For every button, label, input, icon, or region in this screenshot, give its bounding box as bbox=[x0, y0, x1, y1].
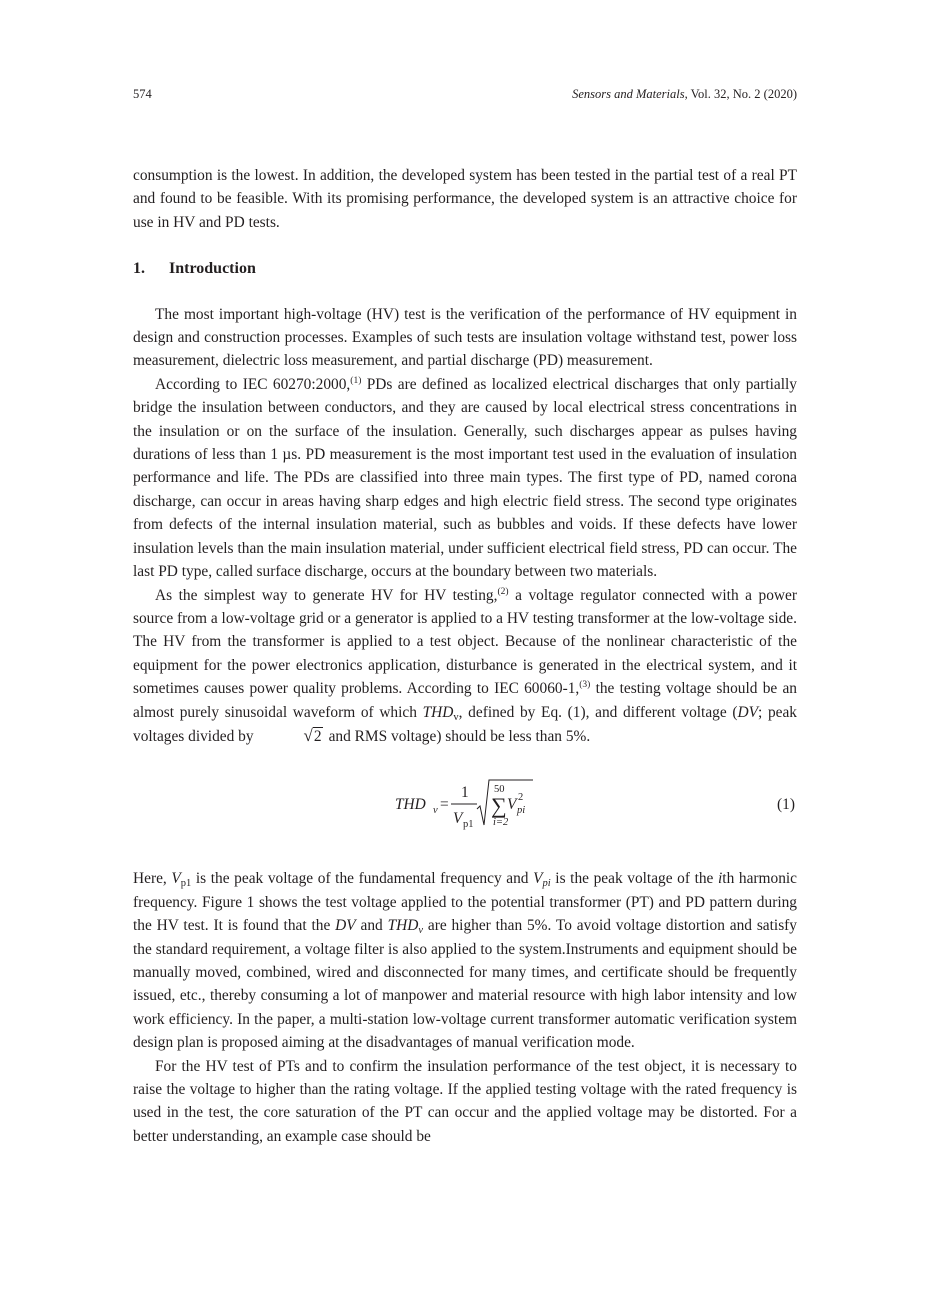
p4-text-f: are higher than 5%. To avoid voltage distortion and satisfy the standard requirement, a voltage filter is also applied to the system.Instruments and equipment should be manually moved, combined, wired and disconnected for many times, and certificate should be frequently issued, etc., thereby consuming a lot of manpower and material resource with high labor intensity and low work efficiency. In the paper, a multi-station low-voltage current transformer automatic verification system design plan is proposed aiming at the disadvantages of manual verification mode. bbox=[133, 917, 797, 1052]
paragraph-2 bbox=[133, 373, 797, 584]
p4-text-c: is the peak voltage of the bbox=[550, 870, 719, 888]
thd-symbol-2: THD bbox=[387, 917, 419, 935]
p4-text-a: Here, bbox=[133, 870, 172, 888]
abstract-carryover: consumption is the lowest. In addition, the developed system has been tested in the partial test of a real PT and found to be feasible. With its promising performance, the developed system is an attractive choice for use in HV and PD tests. bbox=[133, 167, 797, 231]
formula-denominator: V bbox=[453, 810, 463, 828]
ith-symbol: i bbox=[718, 870, 723, 888]
formula-denominator-subscript: p1 bbox=[463, 819, 474, 831]
formula-lhs-subscript: v bbox=[433, 805, 438, 817]
equation-number: (1) bbox=[777, 796, 795, 814]
citation-2: (2) bbox=[497, 586, 509, 597]
journal-volume: , Vol. 32, No. 2 (2020) bbox=[684, 87, 797, 101]
p4-text-e: and bbox=[355, 917, 388, 935]
running-header bbox=[133, 87, 797, 105]
p3-text-c: the testing voltage should be an almost purely sinusoidal waveform of which bbox=[133, 680, 797, 721]
citation-1: (1) bbox=[350, 375, 362, 386]
p2-text-b: PDs are defined as localized electrical discharges that only partially bridge the insulation between conductors, and they are caused by local electrical stress concentrations in the insulation or on the surface of the insulation. Generally, such discharges appear as pulses having durations of less than 1 µs. PD measurement is the most important test used in the evaluation of insulation performance and life. The PDs are classified into three main types. The first type of PD, named corona discharge, can occur in areas having sharp edges and high electric field stress. The second type originates from defects of the internal insulation material, such as bubbles and voids. If these defects have lower insulation levels than the main insulation material, under sufficient electrical field stress, PD can occur. The last PD type, called surface discharge, occurs at the boundary between two materials. bbox=[133, 375, 797, 581]
thd-formula bbox=[393, 771, 543, 843]
p3-text-f: and RMS voltage) should be less than 5%. bbox=[328, 727, 591, 745]
equation-1 bbox=[133, 771, 797, 843]
thd-subscript-2: v bbox=[418, 925, 424, 937]
sqrt-two bbox=[282, 724, 323, 748]
formula-lhs: THD bbox=[395, 796, 426, 814]
p3-text-b: a voltage regulator connected with a power source from a low-voltage grid or a generator is applied to a HV testing transformer at the low-voltage side. The HV from the transformer is applied to a test object. Because of the nonlinear characteristic of the equipment for the power electronics application, disturbance is generated in the electrical system, and it sometimes causes power quality problems. According to IEC 60060-1, bbox=[133, 586, 797, 698]
vpi-symbol: V bbox=[533, 870, 543, 888]
page-content bbox=[133, 164, 797, 1148]
formula-equals: = bbox=[440, 796, 449, 814]
sum-lower-limit: i=2 bbox=[493, 817, 509, 829]
p2-text-a: According to IEC 60270:2000, bbox=[155, 375, 351, 393]
p3-text-d: , defined by Eq. (1), and different voltage ( bbox=[458, 703, 738, 721]
paragraph-3 bbox=[133, 584, 797, 749]
section-number: 1. bbox=[133, 260, 145, 278]
p3-text-e: ; peak voltages divided by bbox=[133, 703, 797, 745]
vp1-subscript: p1 bbox=[180, 878, 192, 890]
ith-suffix: th bbox=[722, 870, 735, 888]
formula-numerator: 1 bbox=[461, 784, 469, 802]
sum-upper-limit: 50 bbox=[494, 784, 505, 796]
p3-text-a: As the simplest way to generate HV for HV testing, bbox=[155, 586, 498, 604]
p4-text-d: harmonic frequency. Figure 1 shows the test voltage applied to the potential transformer (PT) and PD pattern during the HV test. It is found that the bbox=[133, 870, 798, 935]
formula-term-superscript: 2 bbox=[518, 792, 524, 804]
formula-term: V bbox=[507, 796, 517, 814]
section-title: Introduction bbox=[169, 260, 256, 278]
page-number: 574 bbox=[133, 87, 152, 101]
sum-symbol: ∑ bbox=[491, 793, 507, 819]
radicand: 2 bbox=[313, 727, 322, 745]
thd-symbol: THD bbox=[422, 703, 454, 721]
citation-3: (3) bbox=[579, 680, 591, 691]
journal-citation bbox=[572, 87, 797, 102]
paragraph-4 bbox=[133, 867, 797, 1054]
vp1-symbol: V bbox=[171, 870, 181, 888]
paragraph-1: The most important high-voltage (HV) test is the verification of the performance of HV equipment in design and construction processes. Examples of such tests are insulation voltage withstand test, power loss measurement, dielectric loss measurement, and partial discharge (PD) measurement. bbox=[133, 305, 797, 370]
formula-term-subscript: pi bbox=[517, 805, 526, 817]
journal-name: Sensors and Materials bbox=[572, 87, 685, 101]
dv-symbol-2: DV bbox=[335, 917, 356, 935]
dv-symbol: DV bbox=[737, 703, 758, 721]
vpi-subscript: pi bbox=[542, 878, 551, 890]
p4-text-b: is the peak voltage of the fundamental frequency and bbox=[191, 870, 534, 888]
radical-sign: √ bbox=[303, 725, 313, 745]
paragraph-5: For the HV test of PTs and to confirm the insulation performance of the test object, it is necessary to raise the voltage to higher than the rating voltage. If the applied testing voltage with the rated frequency is used in the test, the core saturation of the PT can occur and the applied voltage may be distorted. For a better understanding, an example case should be bbox=[133, 1057, 797, 1145]
thd-subscript: v bbox=[453, 711, 459, 723]
section-heading bbox=[133, 257, 797, 280]
